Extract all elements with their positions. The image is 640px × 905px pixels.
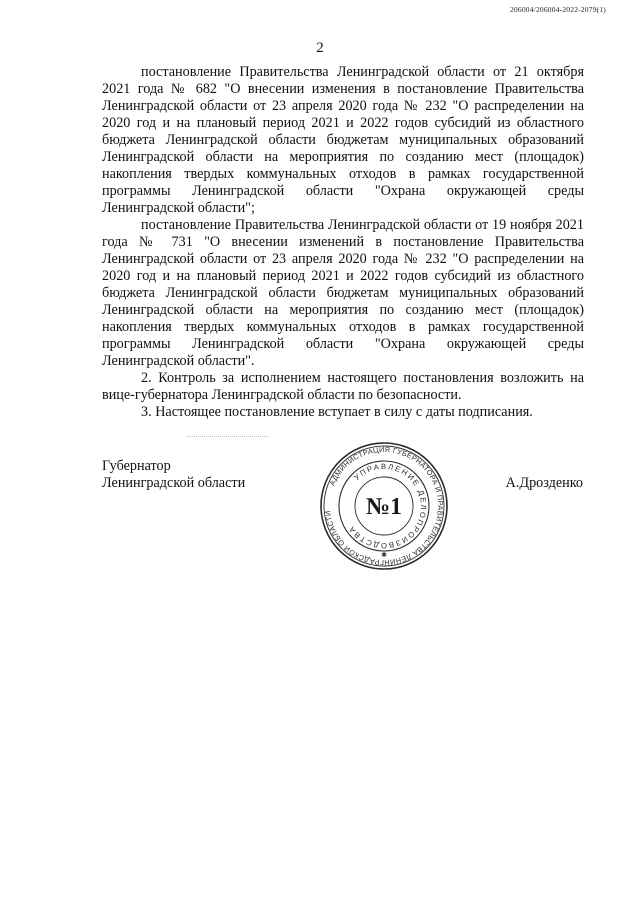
paragraph-control-clause: 2. Контроль за исполнением настоящего постановления возложить на вице-губернатора Ленинградской области по безопасности. [102, 370, 584, 403]
seal-star-icon: ✱ [381, 551, 387, 559]
document-body [102, 64, 584, 421]
paragraph-resolution-731: постановление Правительства Ленинградской области от 19 ноября 2021 года № 731 "О внесении изменений в постановление Правительства Ленинградской области от 23 апреля 2020 года № 232 "О распределении на 2020 год и на плановый период 2021 и 2022 годов субсидий из областного бюджета Ленинградской области бюджетам муниципальных образований Ленинградской области на мероприятия по созданию мест (площадок) накопления твердых коммунальных отходов в рамках государственной программы Ленинградской области "Охрана окружающей среды Ленинградской области". [102, 217, 584, 369]
signature-title [102, 458, 245, 492]
signer-position: Губернатор [102, 458, 171, 474]
signer-region: Ленинградской области [102, 475, 246, 491]
seal-inner-text: УПРАВЛЕНИЕ ДЕЛОПРОИЗВОДСТВА [346, 461, 429, 551]
paragraph-effective-date: 3. Настоящее постановление вступает в силу с даты подписания. [141, 404, 533, 420]
separator-line [187, 436, 269, 437]
seal-outer-text: АДМИНИСТРАЦИЯ ГУБЕРНАТОРА И ПРАВИТЕЛЬСТВА ЛЕНИНГРАДСКОЙ ОБЛАСТИ [323, 444, 446, 568]
seal-center-number: №1 [365, 494, 403, 520]
signer-name: А.Дрозденко [505, 475, 583, 491]
document-id: 206004/206004-2022-2079(1) [509, 5, 606, 14]
official-seal-icon [318, 440, 450, 572]
page-number: 2 [316, 40, 324, 56]
paragraph-resolution-682: постановление Правительства Ленинградской области от 21 октября 2021 года № 682 "О внесении изменения в постановление Правительства Ленинградской области от 23 апреля 2020 года № 232 "О распределении на 2020 год и на плановый период 2021 и 2022 годов субсидий из областного бюджета Ленинградской области бюджетам муниципальных образований Ленинградской области на мероприятия по созданию мест (площадок) накопления твердых коммунальных отходов в рамках государственной программы Ленинградской области "Охрана окружающей среды Ленинградской области"; [102, 64, 584, 216]
